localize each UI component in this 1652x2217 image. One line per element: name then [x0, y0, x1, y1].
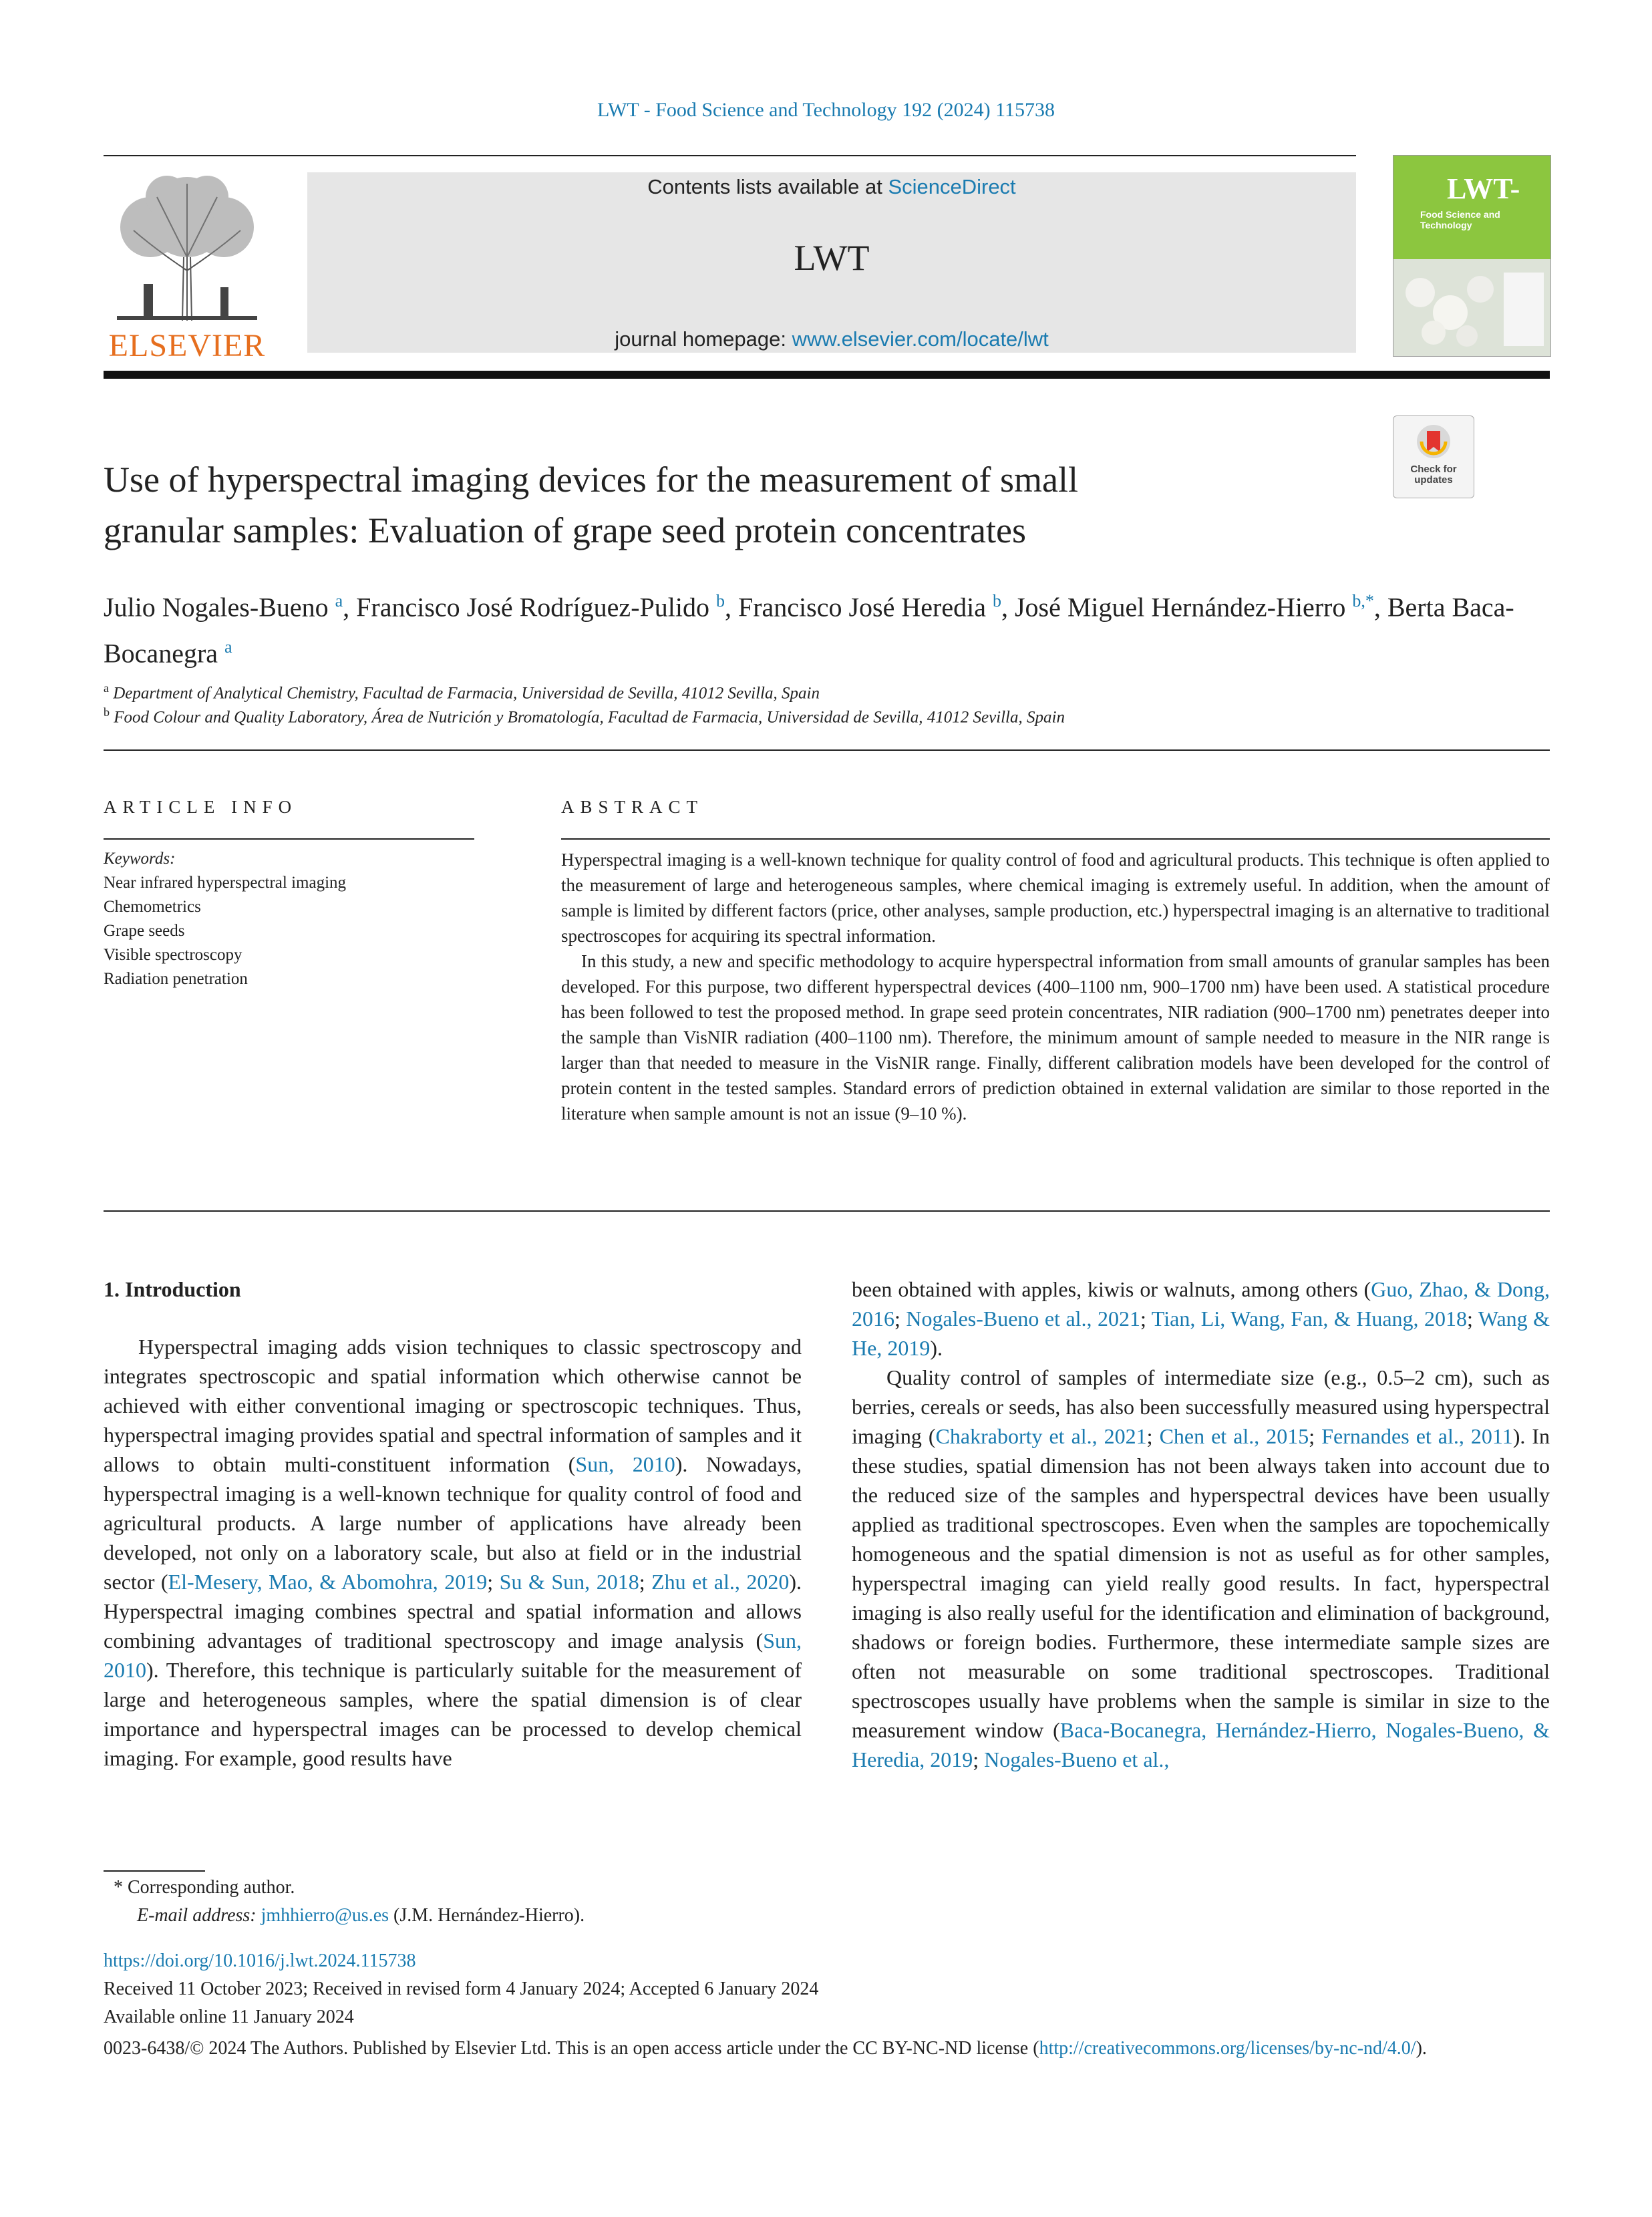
body-paragraph: Hyperspectral imaging adds vision techniques to classic spectroscopy and integrates spectroscopic and spatial information which otherwise cannot be achieved with either conventional imaging or spectroscopic techniques. Thus, hyperspectral imaging provides spatial and spectral information of samples and it allows to obtain multi-constituent information (Sun, 2010). Nowadays, hyperspectral imaging is a well-known technique for quality control of food and agricultural products. A large number of applications have already been developed, not only on a laboratory scale, but also at field or in the industrial sector (El-Mesery, Mao, & Abomohra, 2019; Su & Sun, 2018; Zhu et al., 2020). Hyperspectral imaging combines spectral and spatial information and allows combining advantages of traditional spectroscopy and image analysis (Sun, 2010). Therefore, this technique is particularly suitable for the measurement of large and heterogeneous samples, where the spatial dimension is of clear importance and hyperspectral images can be processed to develop chemical imaging. For example, good results have — [104, 1335, 802, 1770]
email-label: E-mail address: — [137, 1905, 261, 1926]
keyword-item: Visible spectroscopy — [104, 946, 242, 964]
section-heading-introduction: 1. Introduction — [104, 1277, 241, 1301]
contents-prefix: Contents lists available at — [647, 175, 888, 198]
cover-subtitle: Food Science and Technology — [1420, 209, 1500, 230]
author-name[interactable]: Francisco José Rodríguez-Pulido — [356, 592, 709, 623]
author-name[interactable]: Francisco José Heredia — [737, 592, 986, 623]
cover-image — [1393, 259, 1550, 356]
journal-title: LWT — [794, 238, 870, 278]
journal-cover-thumbnail[interactable] — [1393, 155, 1551, 357]
citation-link[interactable]: Wang & He, 2019 — [852, 1307, 1550, 1360]
author-affil-sup[interactable]: a — [335, 591, 343, 611]
keywords-label: Keywords: — [104, 850, 176, 868]
citation-link[interactable]: Baca-Bocanegra, Hernández-Hierro, Nogales-Bueno, & Heredia, 2019 — [852, 1718, 1550, 1771]
citation-link[interactable]: Fernandes et al., 2011 — [1321, 1424, 1513, 1448]
abstract-paragraph: In this study, a new and specific methodology to acquire hyperspectral information from small amounts of granular samples has been developed. For this purpose, two different hyperspectral devices (400–1100 nm, 900–1700 nm) have been used. A statistical procedure has been followed to test the proposed method. In grape seed protein concentrates, NIR radiation (900–1700 nm) penetrates deeper into the sample than VisNIR radiation (400–1100 nm). Therefore, the minimum amount of sample needed to measure in the NIR range is larger than that needed to measure in the VisNIR range. Finally, different calibration models have been developed for the control of protein content in the tested samples. Standard errors of prediction obtained in external validation are similar to those reported in the literature when sample amount is not an issue (9–10 %). — [561, 951, 1550, 1124]
author-affil-sup[interactable]: b,* — [1352, 591, 1374, 611]
citation-link[interactable]: Guo, Zhao, & Dong, 2016 — [852, 1277, 1550, 1331]
article-info-heading: ARTICLE INFO — [104, 797, 298, 817]
author-name[interactable]: José Miguel Hernández-Hierro — [1014, 592, 1346, 623]
homepage-line — [307, 327, 1356, 351]
cover-title: LWT- — [1447, 172, 1520, 205]
affiliation-rule — [104, 749, 1550, 751]
affiliation-sup: b — [104, 705, 110, 719]
author-name[interactable]: Julio Nogales-Bueno — [104, 592, 329, 623]
affiliation-b — [104, 705, 1065, 727]
abstract-paragraph: Hyperspectral imaging is a well-known technique for quality control of food and agricultural products. This technique is often applied to the measurement of large and heterogeneous samples, where chemical imaging is extremely useful. In addition, when the amount of sample is limited by different factors (price, other analyses, sample production, etc.) hyperspectral imaging is an alternative to traditional spectroscopes for acquiring its spectral information. — [561, 850, 1550, 946]
citation-link[interactable]: Nogales-Bueno et al., — [984, 1747, 1170, 1771]
body-column-right — [852, 1274, 1550, 1774]
body-paragraph: been obtained with apples, kiwis or walnuts, among others (Guo, Zhao, & Dong, 2016; Nogales-Bueno et al., 2021; Tian, Li, Wang, Fan, & Huang, 2018; Wang & He, 2019). — [852, 1277, 1550, 1360]
title-line-1: Use of hyperspectral imaging devices for the measurement of small — [104, 460, 1079, 500]
corresponding-author-note: * Corresponding author. — [114, 1877, 295, 1898]
affiliation-text: Food Colour and Quality Laboratory, Área de Nutrición y Bromatología, Facultad de Farmacia, Universidad de Sevilla, 41012 Sevilla, Spain — [114, 708, 1065, 727]
contents-line — [307, 175, 1356, 199]
email-note — [137, 1905, 585, 1926]
affiliation-a — [104, 681, 820, 703]
article-title — [104, 454, 1306, 556]
footnote-rule — [104, 1870, 205, 1872]
email-link[interactable]: jmhhierro@us.es — [261, 1905, 389, 1926]
citation-link[interactable]: Chen et al., 2015 — [1159, 1424, 1309, 1448]
citation-link[interactable]: Su & Sun, 2018 — [499, 1570, 639, 1594]
doi-link[interactable]: https://doi.org/10.1016/j.lwt.2024.115738 — [104, 1950, 416, 1971]
license-link[interactable]: http://creativecommons.org/licenses/by-nc-nd/4.0/ — [1039, 2038, 1416, 2059]
keywords-block — [104, 847, 478, 991]
abstract-body — [561, 847, 1550, 1126]
header-rule — [104, 155, 1356, 156]
affiliation-sup: a — [104, 681, 109, 695]
author-list: Julio Nogales-Bueno $^a$, Francisco José Rodríguez-Pulido $^b$, Francisco José Heredia $^b$, José Miguel Hernández-Hierro $^{b,*}$, Berta Baca-Bocanegra $^a$ — [104, 591, 1514, 669]
received-dates: Received 11 October 2023; Received in revised form 4 January 2024; Accepted 6 January 2024 — [104, 1979, 819, 1999]
keyword-item: Near infrared hyperspectral imaging — [104, 874, 347, 892]
citation-link[interactable]: Chakraborty et al., 2021 — [935, 1424, 1147, 1448]
check-for-updates-badge[interactable] — [1393, 415, 1474, 498]
body-paragraph: Quality control of samples of intermediate size (e.g., 0.5–2 cm), such as berries, cereals or seeds, has also been successfully measured using hyperspectral imaging (Chakraborty et al., 2021; Chen et al., 2015; Fernandes et al., 2011). In these studies, spatial dimension has not been always taken into account due to the reduced size of the samples and hyperspectral devices have been usually applied as traditional spectroscopes. Even when the samples are topochemically homogeneous and the spatial dimension is not as useful as for other samples, hyperspectral imaging can yield really good results. In fact, hyperspectral imaging is also really useful for the identification and elimination of background, shadows or foreign bodies. Furthermore, these intermediate sample sizes are often not measurable on some traditional spectroscopes. Traditional spectroscopes usually have problems when the sample is similar in size to the measurement window (Baca-Bocanegra, Hernández-Hierro, Nogales-Bueno, & Heredia, 2019; Nogales-Bueno et al., — [852, 1365, 1550, 1771]
journal-reference[interactable]: LWT - Food Science and Technology 192 (2024) 115738 — [597, 99, 1055, 121]
keyword-item: Grape seeds — [104, 922, 185, 940]
citation-link[interactable]: Tian, Li, Wang, Fan, & Huang, 2018 — [1151, 1307, 1468, 1331]
abstract-end-rule — [104, 1210, 1550, 1212]
body-column-left — [104, 1274, 802, 1773]
author-affil-sup[interactable]: b — [715, 591, 725, 611]
homepage-prefix: journal homepage: — [615, 327, 792, 351]
doi-line — [104, 1950, 1550, 1972]
email-suffix: (J.M. Hernández-Hierro). — [389, 1905, 585, 1926]
available-online: Available online 11 January 2024 — [104, 2007, 354, 2027]
affiliation-text: Department of Analytical Chemistry, Facultad de Farmacia, Universidad de Sevilla, 41012 Sevilla, Spain — [113, 684, 820, 703]
bookmark-icon — [1415, 423, 1452, 463]
sciencedirect-link[interactable]: ScienceDirect — [888, 175, 1016, 198]
author-affil-sup[interactable]: a — [224, 637, 232, 657]
abstract-heading: ABSTRACT — [561, 797, 704, 817]
abstract-rule — [561, 838, 1550, 840]
author-name[interactable]: Berta Baca-Bocanegra — [104, 592, 1514, 669]
title-line-2: granular samples: Evaluation of grape seed protein concentrates — [104, 510, 1026, 550]
author-affil-sup[interactable]: b — [992, 591, 1001, 611]
header-thick-rule — [104, 371, 1550, 379]
citation-link[interactable]: El-Mesery, Mao, & Abomohra, 2019 — [168, 1570, 488, 1594]
article-info-rule — [104, 838, 474, 840]
citation-link[interactable]: Zhu et al., 2020 — [651, 1570, 790, 1594]
citation-link[interactable]: Sun, 2010 — [575, 1452, 675, 1476]
homepage-link[interactable]: www.elsevier.com/locate/lwt — [792, 327, 1049, 351]
check-updates-text: Check for updates — [1410, 464, 1457, 486]
citation-link[interactable]: Nogales-Bueno et al., 2021 — [906, 1307, 1141, 1331]
keyword-item: Chemometrics — [104, 898, 201, 916]
keyword-item: Radiation penetration — [104, 970, 248, 988]
citation-link[interactable]: Sun, 2010 — [104, 1629, 802, 1682]
license-line: 0023-6438/© 2024 The Authors. Published by Elsevier Ltd. This is an open access article under the CC BY-NC-ND license (http://creativecommons.org/licenses/by-nc-nd/4.0/). — [104, 2038, 1427, 2059]
elsevier-wordmark: ELSEVIER — [108, 328, 266, 363]
